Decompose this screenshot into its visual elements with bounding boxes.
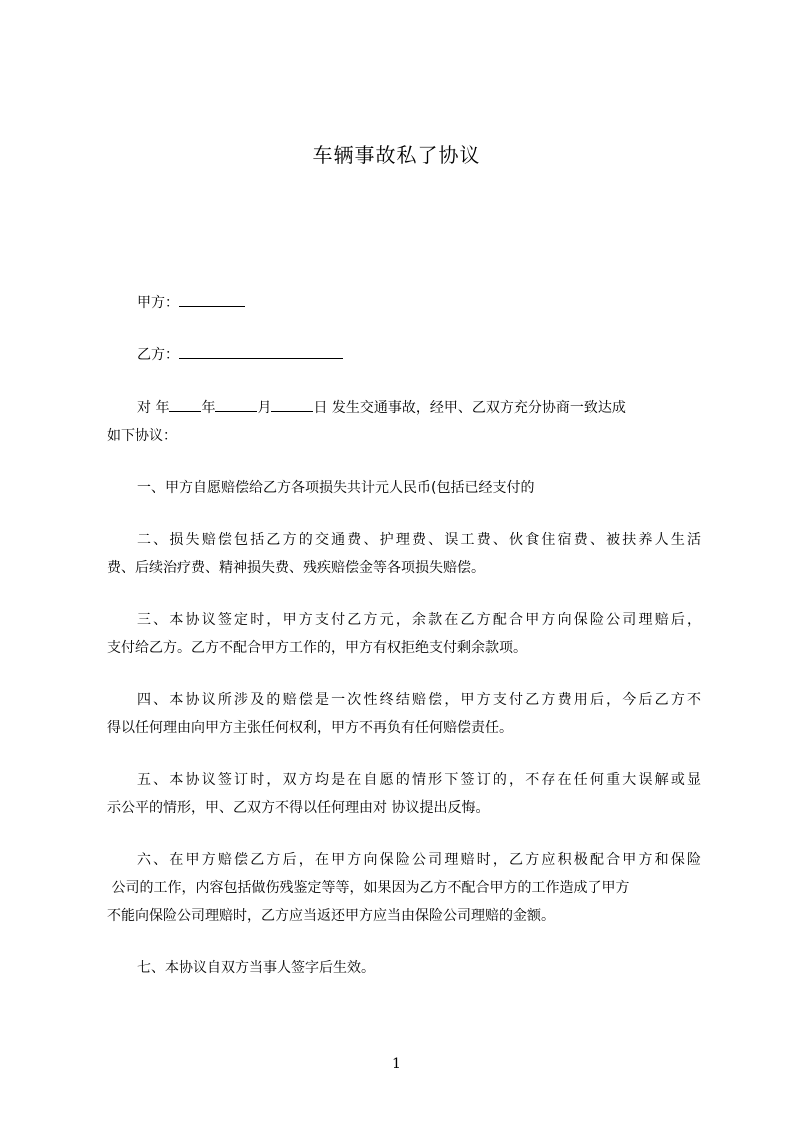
party-a-field [137,292,245,313]
clause-3: 三、本协议签定时，甲方支付乙方元，余款在乙方配合甲方向保险公司理赔后， 支付给乙方。乙方不配合甲方工作的，甲方有权拒绝支付剩余款项。 [107,612,701,656]
party-b-field [137,344,343,365]
date-continuation: 如下协议： [107,428,177,444]
clause-2: 二、损失赔偿包括乙方的交通费、护理费、误工费、伙食住宿费、被扶养人生活 费、后续治疗费、精神损失费、残疾赔偿金等各项损失赔偿。 [107,532,701,576]
date-paragraph [107,394,701,450]
clause-4: 四、本协议所涉及的赔偿是一次性终结赔偿，甲方支付乙方费用后，今后乙方不 得以任何理由向甲方主张任何权利，甲方不再负有任何赔偿责任。 [107,692,701,736]
day-blank [271,397,313,412]
clause-5: 五、本协议签订时，双方均是在自愿的情形下签订的，不存在任何重大误解或显 示公平的情形，甲、乙双方不得以任何理由对 协议提出反悔。 [107,772,701,816]
page-number: 1 [392,1056,401,1072]
month-blank [215,397,257,412]
year-blank [169,397,201,412]
date-line: 对 年 年 月 日 发生交通事故，经甲、乙双方充分协商一致达成 [107,394,701,422]
party-b-label: 乙方： [137,347,179,363]
clause-1: 一、甲方自愿赔偿给乙方各项损失共计元人民币(包括已经支付的 [137,480,535,496]
document-title: 车辆事故私了协议 [312,143,481,167]
party-a-blank [179,292,245,307]
clause-7: 七、本协议自双方当事人签字后生效。 [137,960,375,976]
clause-6: 六、在甲方赔偿乙方后，在甲方向保险公司理赔时，乙方应积极配合甲方和保险 公司的工作，内容包括做伤残鉴定等等，如果因为乙方不配合甲方的工作造成了甲方 不能向保险公司理赔时，乙方应当返还甲方应当由保险公司理赔的金额。 [107,852,701,924]
party-a-label: 甲方： [137,295,179,311]
party-b-blank [179,344,343,359]
